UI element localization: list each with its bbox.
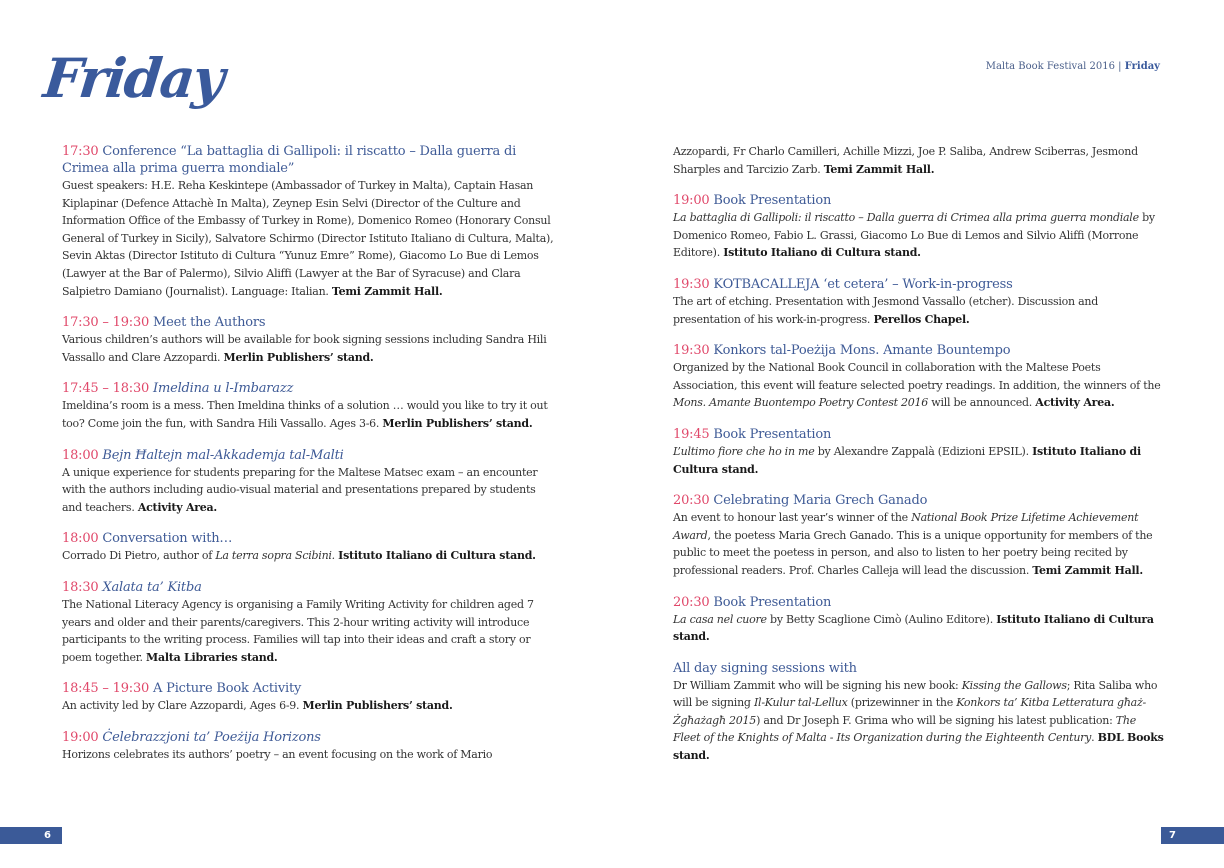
event-text: (prizewinner in the: [847, 696, 957, 710]
event-location: Merlin Publishers’ stand.: [223, 350, 374, 364]
event-time: 17:30 – 19:30: [62, 315, 150, 331]
event-description: [62, 746, 554, 764]
event-heading: [673, 492, 1165, 509]
event-text: Corrado Di Pietro, author of: [62, 549, 216, 563]
event-text: Dr William Zammit who will be signing his new book:: [673, 678, 962, 692]
event-title: Conference “La battaglia di Gallipoli: il riscatto – Dalla guerra di Crimea alla prima guerra mondiale”: [62, 144, 517, 176]
event-time: 19:00: [62, 729, 99, 745]
event-item: [673, 276, 1165, 328]
event-title: Book Presentation: [713, 193, 832, 209]
event-description: [673, 143, 1165, 178]
event-text: by Betty Scaglione Cimò (Aulino Editore).: [766, 612, 997, 626]
event-item: [62, 729, 554, 764]
event-text: Organized by the National Book Council in collaboration with the Maltese Poets Association, this event will feature selected poetry readings. In addition, the winners of the: [673, 361, 1161, 392]
event-heading: [673, 342, 1165, 359]
event-title: Imeldina u l-Imbarazz: [153, 381, 294, 397]
running-header: [986, 61, 1160, 72]
event-italic-text: Il-Kulur tal-Lellux: [753, 696, 848, 710]
event-title: A Picture Book Activity: [153, 681, 302, 697]
event-time: 19:00: [673, 193, 710, 209]
event-heading: [62, 530, 554, 547]
page-number-right-label: 7: [1169, 830, 1176, 841]
event-title: Book Presentation: [713, 426, 832, 442]
event-text: The National Literacy Agency is organising a Family Writing Activity for children aged 7 years and older and their parents/caregivers. This 2-hour writing activity will introduce participants to the writing process. Families will tap into their ideas and craft a story or poem together.: [62, 597, 534, 664]
event-item: [62, 447, 554, 517]
event-item: [62, 314, 554, 366]
event-description: [62, 596, 554, 666]
event-description: [673, 209, 1165, 262]
event-italic-text: L’ultimo fiore che ho in me: [673, 444, 815, 458]
event-time: 18:00: [62, 447, 99, 463]
event-heading: [62, 447, 554, 464]
running-header-festival: Malta Book Festival 2016 |: [985, 61, 1125, 72]
event-text: Azzopardi, Fr Charlo Camilleri, Achille Mizzi, Joe P. Saliba, Andrew Sciberras, Jesmond Sharples and Tarcizio Zarb.: [673, 145, 1138, 176]
page-number-right: [1161, 827, 1224, 844]
event-italic-text: Mons. Amante Buontempo Poetry Contest 2016: [673, 396, 929, 410]
event-heading: [62, 314, 554, 331]
event-italic-text: Konkors ta’ Kitba Letteratura għaż-Żgħażagħ 2015: [673, 696, 1146, 727]
event-item: [673, 143, 1165, 178]
event-title: Book Presentation: [713, 594, 832, 610]
event-time: 19:30: [673, 276, 710, 292]
left-column: [62, 143, 554, 777]
event-description: [673, 677, 1165, 765]
event-text: Guest speakers: H.E. Reha Keskintepe (Ambassador of Turkey in Malta), Captain Hasan Kiplapinar (Defence Attachè In Malta), Zeynep Esin Selvi (Director of the Culture and Information Office of the Embassy of Turkey in Rome), Domenico Romeo (Honorary Consul General of Turkey in Sicily), Salvatore Schirmo (Director Istituto Italiano di Cultura, Malta), Sevin Aktas (Director Istituto di Cultura “Yunuz Emre” Rome), Giacomo Lo Bue di Lemos (Lawyer at the Bar of Palermo), Silvio Aliffi (Lawyer at the Bar of Syracuse) and Clara Salpietro Damiano (Journalist). Language: Italian.: [62, 179, 554, 298]
event-title: Konkors tal-Poeżija Mons. Amante Bountempo: [713, 343, 1011, 359]
event-heading: [673, 426, 1165, 443]
event-text: An event to honour last year’s winner of the: [673, 511, 912, 525]
event-time: 19:45: [673, 426, 710, 442]
event-location: Merlin Publishers’ stand.: [382, 416, 533, 430]
event-description: [673, 443, 1165, 478]
event-time: 17:30: [62, 144, 99, 159]
event-text: , the poetess Maria Grech Ganado. This is a unique opportunity for members of the public to meet the poetess in person, and also to listen to her poetry being recited by professional readers. Prof. Charles Calleja will lead the discussion.: [673, 528, 1153, 577]
page-number-left: [0, 827, 62, 844]
event-description: [673, 611, 1165, 646]
event-text: ; Rita Saliba who will be signing: [673, 678, 1158, 710]
event-time: 20:30: [673, 594, 710, 610]
event-italic-text: La terra sopra Scibini.: [215, 549, 335, 563]
event-location: Perellos Chapel.: [873, 312, 970, 326]
page-title: Friday: [40, 46, 226, 110]
event-text: will be announced.: [928, 396, 1036, 410]
event-location: Temi Zammit Hall.: [331, 284, 443, 298]
event-description: [673, 293, 1165, 328]
event-time: 18:30: [62, 579, 99, 595]
event-description: [62, 397, 554, 432]
event-item: [62, 143, 554, 300]
event-italic-text: Kissing the Gallows: [961, 678, 1067, 692]
event-text: Various children’s authors will be available for book signing sessions including Sandra Hili Vassallo and Clare Azzopardi.: [62, 333, 547, 364]
event-location: Malta Libraries stand.: [146, 650, 278, 664]
event-location: Merlin Publishers’ stand.: [302, 699, 453, 713]
event-location: Activity Area.: [137, 500, 217, 514]
event-item: [673, 342, 1165, 412]
event-item: [673, 192, 1165, 262]
event-description: [62, 697, 554, 715]
event-italic-text: La battaglia di Gallipoli: il riscatto – Dalla guerra di Crimea alla prima guerra mondiale: [673, 211, 1139, 225]
event-location: BDL Books stand.: [673, 731, 1164, 763]
event-description: [62, 547, 554, 565]
event-title: Meet the Authors: [153, 315, 266, 331]
event-time: 17:45 – 18:30: [62, 381, 150, 397]
event-title: Ċelebrazzjoni ta’ Poeżija Horizons: [102, 729, 321, 745]
event-time: 18:45 – 19:30: [62, 681, 150, 697]
event-italic-text: The Fleet of the Knights of Malta - Its Organization during the Eighteenth Century: [673, 713, 1136, 745]
event-title: All day signing sessions with: [673, 660, 857, 676]
event-location: Activity Area.: [1035, 396, 1115, 410]
event-time: 18:00: [62, 531, 99, 547]
event-location: Istituto Italiano di Cultura stand.: [673, 444, 1141, 476]
event-location: Istituto Italiano di Cultura stand.: [338, 549, 536, 563]
event-item: [62, 530, 554, 565]
event-heading: [673, 594, 1165, 611]
event-text: ) and Dr Joseph F. Grima who will be signing his latest publication:: [756, 713, 1116, 727]
event-italic-text: La casa nel cuore: [673, 612, 767, 626]
event-text: by Alexandre Zappalà (Edizioni EPSIL).: [814, 444, 1033, 458]
event-text: The art of etching. Presentation with Jesmond Vassallo (etcher). Discussion and presentation of his work-in-progress.: [673, 294, 1099, 326]
event-heading: [62, 143, 554, 177]
event-text: Imeldina’s room is a mess. Then Imeldina thinks of a solution … would you like to try it out too? Come join the fun, with Sandra Hili Vassallo. Ages 3-6.: [62, 399, 548, 430]
event-text: An activity led by Clare Azzopardi, Ages 6-9.: [62, 699, 303, 713]
event-item: [62, 579, 554, 666]
event-heading: [673, 192, 1165, 209]
event-heading: [62, 680, 554, 697]
event-location: Temi Zammit Hall.: [1032, 563, 1143, 577]
event-title: Xalata ta’ Kitba: [102, 579, 202, 595]
event-location: Temi Zammit Hall.: [823, 162, 935, 176]
event-time: 20:30: [673, 493, 710, 509]
event-italic-text: National Book Prize Lifetime Achievement Award: [673, 511, 1139, 542]
running-header-day: Friday: [1124, 61, 1160, 72]
event-text: by Domenico Romeo, Fabio L. Grassi, Giacomo Lo Bue di Lemos and Silvio Aliffi (Morrone Editore).: [673, 211, 1155, 260]
event-text: A unique experience for students preparing for the Maltese Matsec exam – an encounter with the authors including audio-visual material and presentations prepared by students and teachers.: [62, 465, 538, 514]
page-number-left-label: 6: [44, 830, 51, 841]
event-item: [62, 380, 554, 432]
event-heading: [673, 276, 1165, 293]
event-heading: [62, 579, 554, 596]
event-description: [673, 509, 1165, 579]
event-item: [673, 660, 1165, 765]
event-heading: [62, 729, 554, 746]
event-location: Istituto Italiano di Cultura stand.: [723, 246, 921, 260]
right-column: [673, 143, 1165, 779]
event-time: 19:30: [673, 343, 710, 359]
event-location: Istituto Italiano di Cultura stand.: [673, 612, 1154, 644]
event-heading: [673, 660, 1165, 677]
event-title: KOTBACALLEJA ‘et cetera’ – Work-in-progress: [713, 276, 1013, 292]
event-description: [673, 359, 1165, 412]
event-title: Conversation with…: [102, 531, 233, 547]
event-title: Celebrating Maria Grech Ganado: [713, 493, 928, 509]
event-item: [673, 594, 1165, 646]
event-description: [62, 331, 554, 366]
event-heading: [62, 380, 554, 397]
event-description: [62, 464, 554, 517]
event-item: [673, 492, 1165, 579]
event-text: .: [1091, 731, 1098, 745]
event-item: [673, 426, 1165, 478]
event-description: [62, 177, 554, 300]
event-item: [62, 680, 554, 715]
event-text: Horizons celebrates its authors’ poetry – an event focusing on the work of Mario: [62, 747, 493, 761]
event-title: Bejn Ħaltejn mal-Akkademja tal-Malti: [102, 447, 344, 463]
